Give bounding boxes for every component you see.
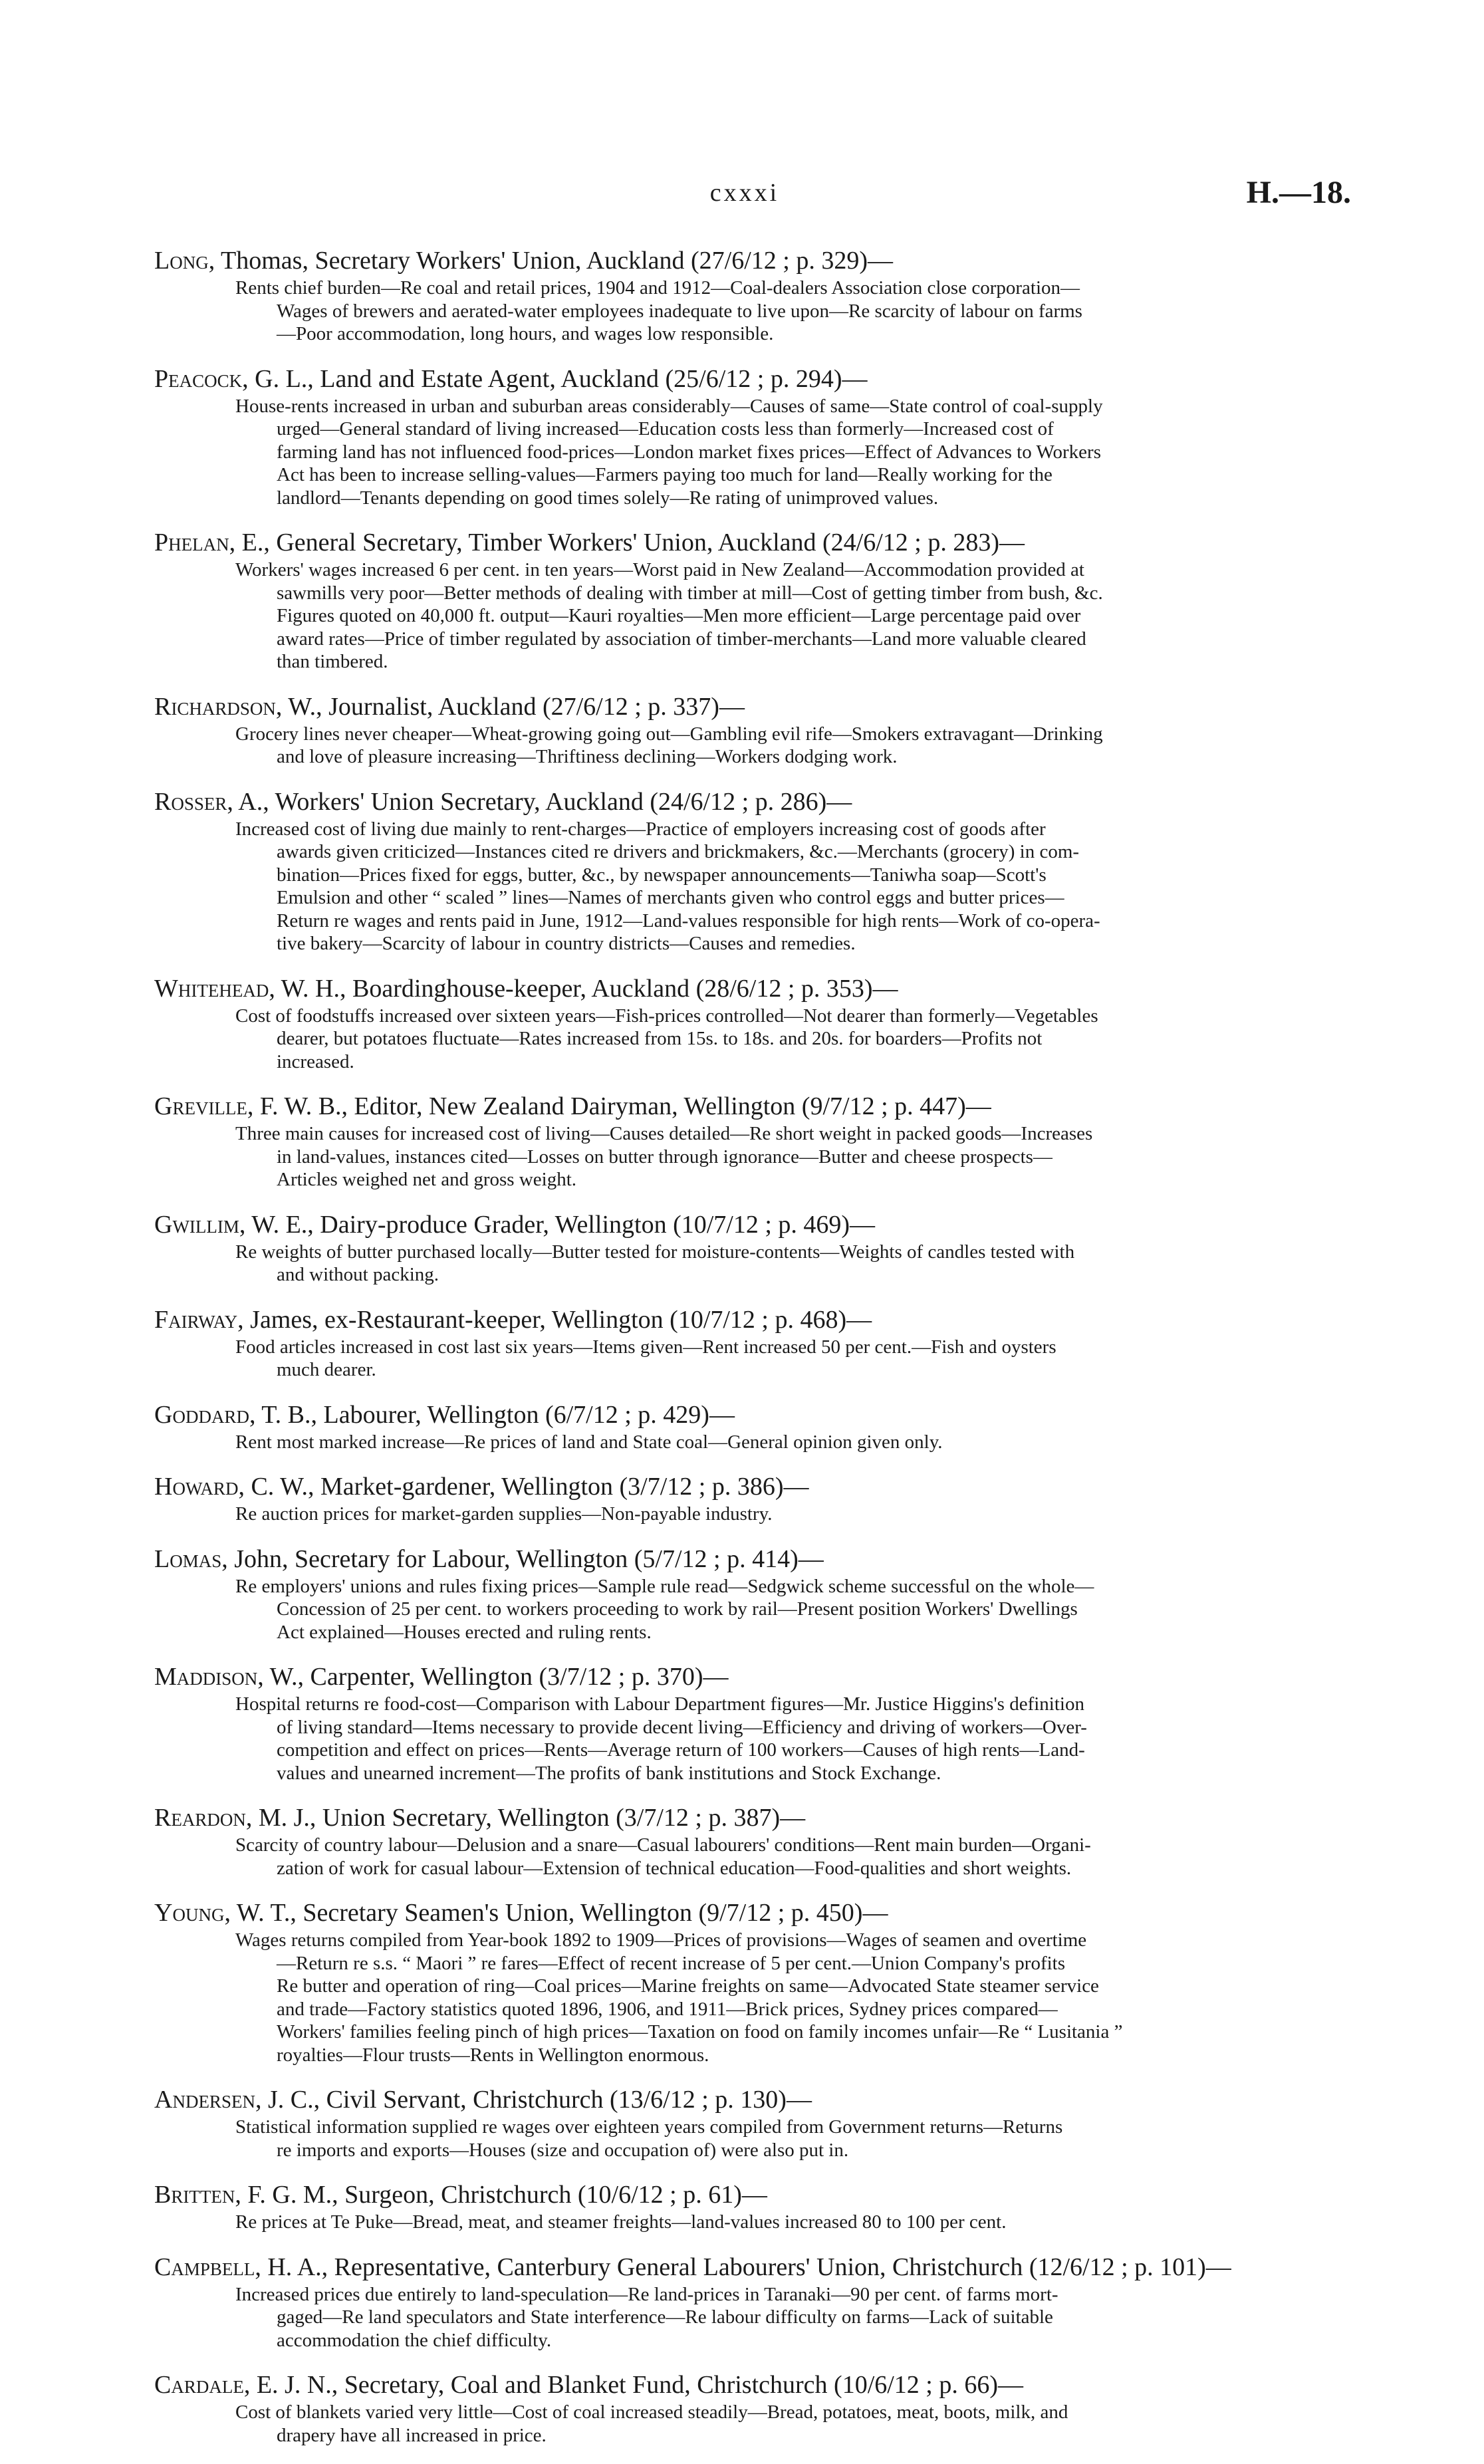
entry-heading — [154, 786, 1308, 818]
summary-line: Re employers' unions and rules fixing prices—Sample rule read—Sedgwick scheme successful on the whole— — [235, 1575, 1094, 1597]
entry-details: , E. J. N., Secretary, Coal and Blanket Fund, Christchurch (10/6/12 ; p. 66)— — [243, 2371, 1024, 2399]
summary-line: Emulsion and other “ scaled ” lines—Names of merchants given who control eggs and butter prices— — [277, 887, 1064, 908]
entry — [154, 245, 1308, 346]
entry-details: , John, Secretary for Labour, Wellington (5/7/12 ; p. 414)— — [221, 1544, 824, 1573]
entry-summary — [235, 2283, 1308, 2352]
entry-surname: Britten — [154, 2181, 235, 2209]
entry-surname: Goddard — [154, 1400, 249, 1429]
entry — [154, 691, 1308, 769]
entry — [154, 527, 1308, 674]
entry-heading — [154, 245, 1308, 277]
summary-line: Act has been to increase selling-values—Farmers paying too much for land—Really working for the — [277, 464, 1052, 485]
entry-heading — [154, 2251, 1308, 2283]
summary-line: Food articles increased in cost last six years—Items given—Rent increased 50 per cent.—Fish and oysters — [235, 1336, 1056, 1358]
entry-details: , W. E., Dairy-produce Grader, Wellington (10/7/12 ; p. 469)— — [239, 1210, 876, 1239]
summary-line: Wages returns compiled from Year-book 1892 to 1909—Prices of provisions—Wages of seamen and overtime — [235, 1929, 1087, 1951]
entry — [154, 1543, 1308, 1644]
entry-summary — [235, 1834, 1308, 1880]
summary-line: —Poor accommodation, long hours, and wages low responsible. — [277, 323, 774, 344]
entry-surname: Long — [154, 247, 209, 275]
entry-surname: Fairway — [154, 1305, 238, 1334]
summary-line: Articles weighed net and gross weight. — [277, 1169, 577, 1190]
summary-line: Grocery lines never cheaper—Wheat-growing going out—Gambling evil rife—Smokers extravagant—Drinking — [235, 723, 1103, 745]
summary-line: Workers' families feeling pinch of high prices—Taxation on food on family incomes unfair—Re “ Lusitania ” — [277, 2021, 1123, 2042]
summary-line: Figures quoted on 40,000 ft. output—Kauri royalties—Men more efficient—Large percentage paid over — [277, 605, 1081, 626]
entry-details: , Thomas, Secretary Workers' Union, Auckland (27/6/12 ; p. 329)— — [208, 247, 893, 275]
entry-details: , A., Workers' Union Secretary, Auckland (24/6/12 ; p. 286)— — [227, 787, 852, 816]
summary-line: Scarcity of country labour—Delusion and a snare—Casual labourers' conditions—Rent main burden—Organi- — [235, 1834, 1091, 1856]
entry-summary — [235, 1336, 1308, 1382]
entry-details: , F. W. B., Editor, New Zealand Dairyman, Wellington (9/7/12 ; p. 447)— — [247, 1092, 991, 1120]
entry-details: , J. C., Civil Servant, Christchurch (13/6/12 ; p. 130)— — [255, 2086, 812, 2114]
summary-line: House-rents increased in urban and suburban areas considerably—Causes of same—State control of coal-supply — [235, 395, 1103, 417]
entry-details: , H. A., Representative, Canterbury General Labourers' Union, Christchurch (12/6/12 ; p. 101)— — [255, 2253, 1231, 2281]
summary-line: farming land has not influenced food-prices—London market fixes prices—Effect of Advances to Workers — [277, 441, 1101, 463]
entry-details: , G. L., Land and Estate Agent, Auckland (25/6/12 ; p. 294)— — [242, 364, 868, 393]
entry-heading — [154, 363, 1308, 395]
entry-summary — [235, 1005, 1308, 1074]
entry-surname: Whitehead — [154, 974, 269, 1003]
summary-line: Re auction prices for market-garden supplies—Non-payable industry. — [235, 1503, 773, 1525]
entry-heading — [154, 1304, 1308, 1336]
entry-heading — [154, 2369, 1308, 2401]
entry-surname: Howard — [154, 1473, 239, 1501]
summary-line: than timbered. — [277, 651, 388, 672]
document-code: H.—18. — [1246, 175, 1351, 210]
summary-line: Wages of brewers and aerated-water employees inadequate to live upon—Re scarcity of labour on farms — [277, 300, 1082, 322]
summary-line: landlord—Tenants depending on good times solely—Re rating of unimproved values. — [277, 487, 939, 509]
entry — [154, 786, 1308, 955]
entry-heading — [154, 1090, 1308, 1122]
entry-details: , C. W., Market-gardener, Wellington (3/7/12 ; p. 386)— — [238, 1473, 809, 1501]
entry-summary — [235, 1241, 1308, 1287]
entry-surname: Cardale — [154, 2371, 244, 2399]
summary-line: zation of work for casual labour—Extension of technical education—Food-qualities and short weights. — [277, 1857, 1072, 1879]
summary-line: Rent most marked increase—Re prices of land and State coal—General opinion given only. — [235, 1431, 943, 1453]
summary-line: Re butter and operation of ring—Coal prices—Marine freights on same—Advocated State steamer service — [277, 1975, 1099, 1997]
entry-summary — [235, 723, 1308, 769]
entry-summary — [235, 2401, 1308, 2447]
entry-surname: Maddison — [154, 1663, 258, 1691]
entry-summary — [235, 2211, 1308, 2234]
entry — [154, 1209, 1308, 1287]
summary-line: much dearer. — [277, 1359, 376, 1380]
entry-heading — [154, 1897, 1308, 1929]
entry-details: , F. G. M., Surgeon, Christchurch (10/6/12 ; p. 61)— — [235, 2181, 767, 2209]
summary-line: competition and effect on prices—Rents—Average return of 100 workers—Causes of high rents—Land- — [277, 1739, 1085, 1761]
entry — [154, 1471, 1308, 1526]
entry-heading — [154, 1802, 1308, 1834]
summary-line: Increased prices due entirely to land-speculation—Re land-prices in Taranaki—90 per cent. of farms mort- — [235, 2283, 1058, 2305]
entry — [154, 2084, 1308, 2161]
summary-line: values and unearned increment—The profits of bank institutions and Stock Exchange. — [277, 1762, 941, 1784]
entry — [154, 2251, 1308, 2352]
entry-heading — [154, 1209, 1308, 1241]
summary-line: Workers' wages increased 6 per cent. in ten years—Worst paid in New Zealand—Accommodation provided at — [235, 559, 1084, 580]
entry-surname: Peacock — [154, 364, 243, 393]
summary-line: in land-values, instances cited—Losses on butter through ignorance—Butter and cheese prospects— — [277, 1146, 1052, 1168]
entry-heading — [154, 973, 1308, 1005]
page-number: cxxxi — [709, 179, 780, 207]
summary-line: urged—General standard of living increased—Education costs less than formerly—Increased cost of — [277, 418, 1054, 439]
entry-surname: Reardon — [154, 1804, 246, 1832]
entry — [154, 1802, 1308, 1880]
entry-surname: Andersen — [154, 2086, 255, 2114]
entry-surname: Lomas — [154, 1544, 222, 1573]
summary-line: Rents chief burden—Re coal and retail prices, 1904 and 1912—Coal-dealers Association close corporation— — [235, 277, 1080, 299]
summary-line: Cost of blankets varied very little—Cost of coal increased steadily—Bread, potatoes, meat, boots, milk, and — [235, 2402, 1068, 2423]
summary-line: Hospital returns re food-cost—Comparison with Labour Department figures—Mr. Justice Higgins's definition — [235, 1693, 1084, 1715]
entry-summary — [235, 1431, 1308, 1454]
entry-details: , W. T., Secretary Seamen's Union, Wellington (9/7/12 ; p. 450)— — [224, 1899, 888, 1927]
summary-line: Cost of foodstuffs increased over sixteen years—Fish-prices controlled—Not dearer than formerly—Vegetables — [235, 1005, 1098, 1027]
entry — [154, 1090, 1308, 1191]
summary-line: sawmills very poor—Better methods of dealing with timber at mill—Cost of getting timber from bush, &c. — [277, 582, 1103, 604]
entry-heading — [154, 527, 1308, 558]
entry-heading — [154, 2179, 1308, 2211]
summary-line: of living standard—Items necessary to provide decent living—Efficiency and driving of workers—Over- — [277, 1716, 1087, 1738]
summary-line: and love of pleasure increasing—Thriftiness declining—Workers dodging work. — [277, 746, 898, 767]
entry — [154, 1897, 1308, 2066]
summary-line: drapery have all increased in price. — [277, 2424, 547, 2446]
summary-line: and trade—Factory statistics quoted 1896, 1906, and 1911—Brick prices, Sydney prices compared— — [277, 1998, 1058, 2020]
entry-details: , W. H., Boardinghouse-keeper, Auckland (28/6/12 ; p. 353)— — [269, 974, 898, 1003]
summary-line: dearer, but potatoes fluctuate—Rates increased from 15s. to 18s. and 20s. for boarders—Profits not — [277, 1028, 1043, 1049]
summary-line: gaged—Re land speculators and State interference—Re labour difficulty on farms—Lack of suitable — [277, 2306, 1053, 2328]
entry — [154, 1304, 1308, 1382]
entry-summary — [235, 818, 1308, 955]
entry-surname: Phelan — [154, 529, 229, 556]
summary-line: bination—Prices fixed for eggs, butter, &c., by newspaper announcements—Taniwha soap—Scott's — [277, 864, 1047, 886]
entry-summary — [235, 1575, 1308, 1644]
summary-line: Act explained—Houses erected and ruling rents. — [277, 1621, 652, 1643]
summary-line: award rates—Price of timber regulated by association of timber-merchants—Land more valuable cleared — [277, 628, 1086, 650]
entry-surname: Richardson — [154, 692, 276, 721]
entry-surname: Greville — [154, 1092, 247, 1120]
summary-line: and without packing. — [277, 1264, 439, 1285]
witness-index — [154, 245, 1308, 2464]
entry-details: , W., Journalist, Auckland (27/6/12 ; p. 337)— — [275, 692, 745, 721]
summary-line: royalties—Flour trusts—Rents in Wellington enormous. — [277, 2044, 709, 2066]
entry-surname: Young — [154, 1899, 225, 1927]
entry-details: , E., General Secretary, Timber Workers' Union, Auckland (24/6/12 ; p. 283)— — [229, 529, 1025, 556]
entry-summary — [235, 1693, 1308, 1785]
entry-surname: Rosser — [154, 787, 227, 816]
entry-details: , M. J., Union Secretary, Wellington (3/7/12 ; p. 387)— — [245, 1804, 806, 1832]
entry-summary — [235, 395, 1308, 510]
entry-summary — [235, 1503, 1308, 1526]
entry-summary — [235, 1929, 1308, 2066]
entry — [154, 1661, 1308, 1785]
entry-heading — [154, 1543, 1308, 1575]
entry-summary — [235, 2116, 1308, 2161]
summary-line: re imports and exports—Houses (size and occupation of) were also put in. — [277, 2139, 849, 2161]
entry-heading — [154, 691, 1308, 723]
summary-line: Return re wages and rents paid in June, 1912—Land-values responsible for high rents—Work of co-opera- — [277, 910, 1100, 931]
entry-heading — [154, 1399, 1308, 1431]
summary-line: tive bakery—Scarcity of labour in country districts—Causes and remedies. — [277, 933, 856, 954]
entry-summary — [235, 1122, 1308, 1191]
entry-surname: Campbell — [154, 2253, 255, 2281]
entry-surname: Gwillim — [154, 1210, 239, 1239]
summary-line: increased. — [277, 1050, 354, 1072]
entry — [154, 363, 1308, 510]
summary-line: Re weights of butter purchased locally—Butter tested for moisture-contents—Weights of candles tested with — [235, 1241, 1075, 1263]
entry-summary — [235, 277, 1308, 346]
summary-line: accommodation the chief difficulty. — [277, 2329, 552, 2351]
summary-line: awards given criticized—Instances cited re drivers and brickmakers, &c.—Merchants (grocery) in com- — [277, 841, 1080, 862]
entry-summary — [235, 558, 1308, 674]
summary-line: Statistical information supplied re wages over eighteen years compiled from Government returns—Returns — [235, 2116, 1063, 2138]
summary-line: Re prices at Te Puke—Bread, meat, and steamer freights—land-values increased 80 to 100 per cent. — [235, 2211, 1007, 2233]
entry-heading — [154, 2084, 1308, 2116]
entry — [154, 1399, 1308, 1454]
entry — [154, 973, 1308, 1074]
entry-heading — [154, 1661, 1308, 1693]
entry — [154, 2369, 1308, 2447]
entry-details: , W., Carpenter, Wellington (3/7/12 ; p. 370)— — [257, 1663, 729, 1691]
summary-line: Increased cost of living due mainly to rent-charges—Practice of employers increasing cost of goods after — [235, 818, 1046, 840]
summary-line: —Return re s.s. “ Maori ” re fares—Effect of recent increase of 5 per cent.—Union Company's profits — [277, 1952, 1066, 1974]
summary-line: Three main causes for increased cost of living—Causes detailed—Re short weight in packed goods—Increases — [235, 1123, 1093, 1144]
entry-heading — [154, 1471, 1308, 1503]
summary-line: Concession of 25 per cent. to workers proceeding to work by rail—Present position Workers' Dwellings — [277, 1598, 1078, 1620]
entry-details: , T. B., Labourer, Wellington (6/7/12 ; p. 429)— — [249, 1400, 735, 1429]
entry — [154, 2179, 1308, 2234]
entry-details: , James, ex-Restaurant-keeper, Wellington (10/7/12 ; p. 468)— — [237, 1305, 872, 1334]
